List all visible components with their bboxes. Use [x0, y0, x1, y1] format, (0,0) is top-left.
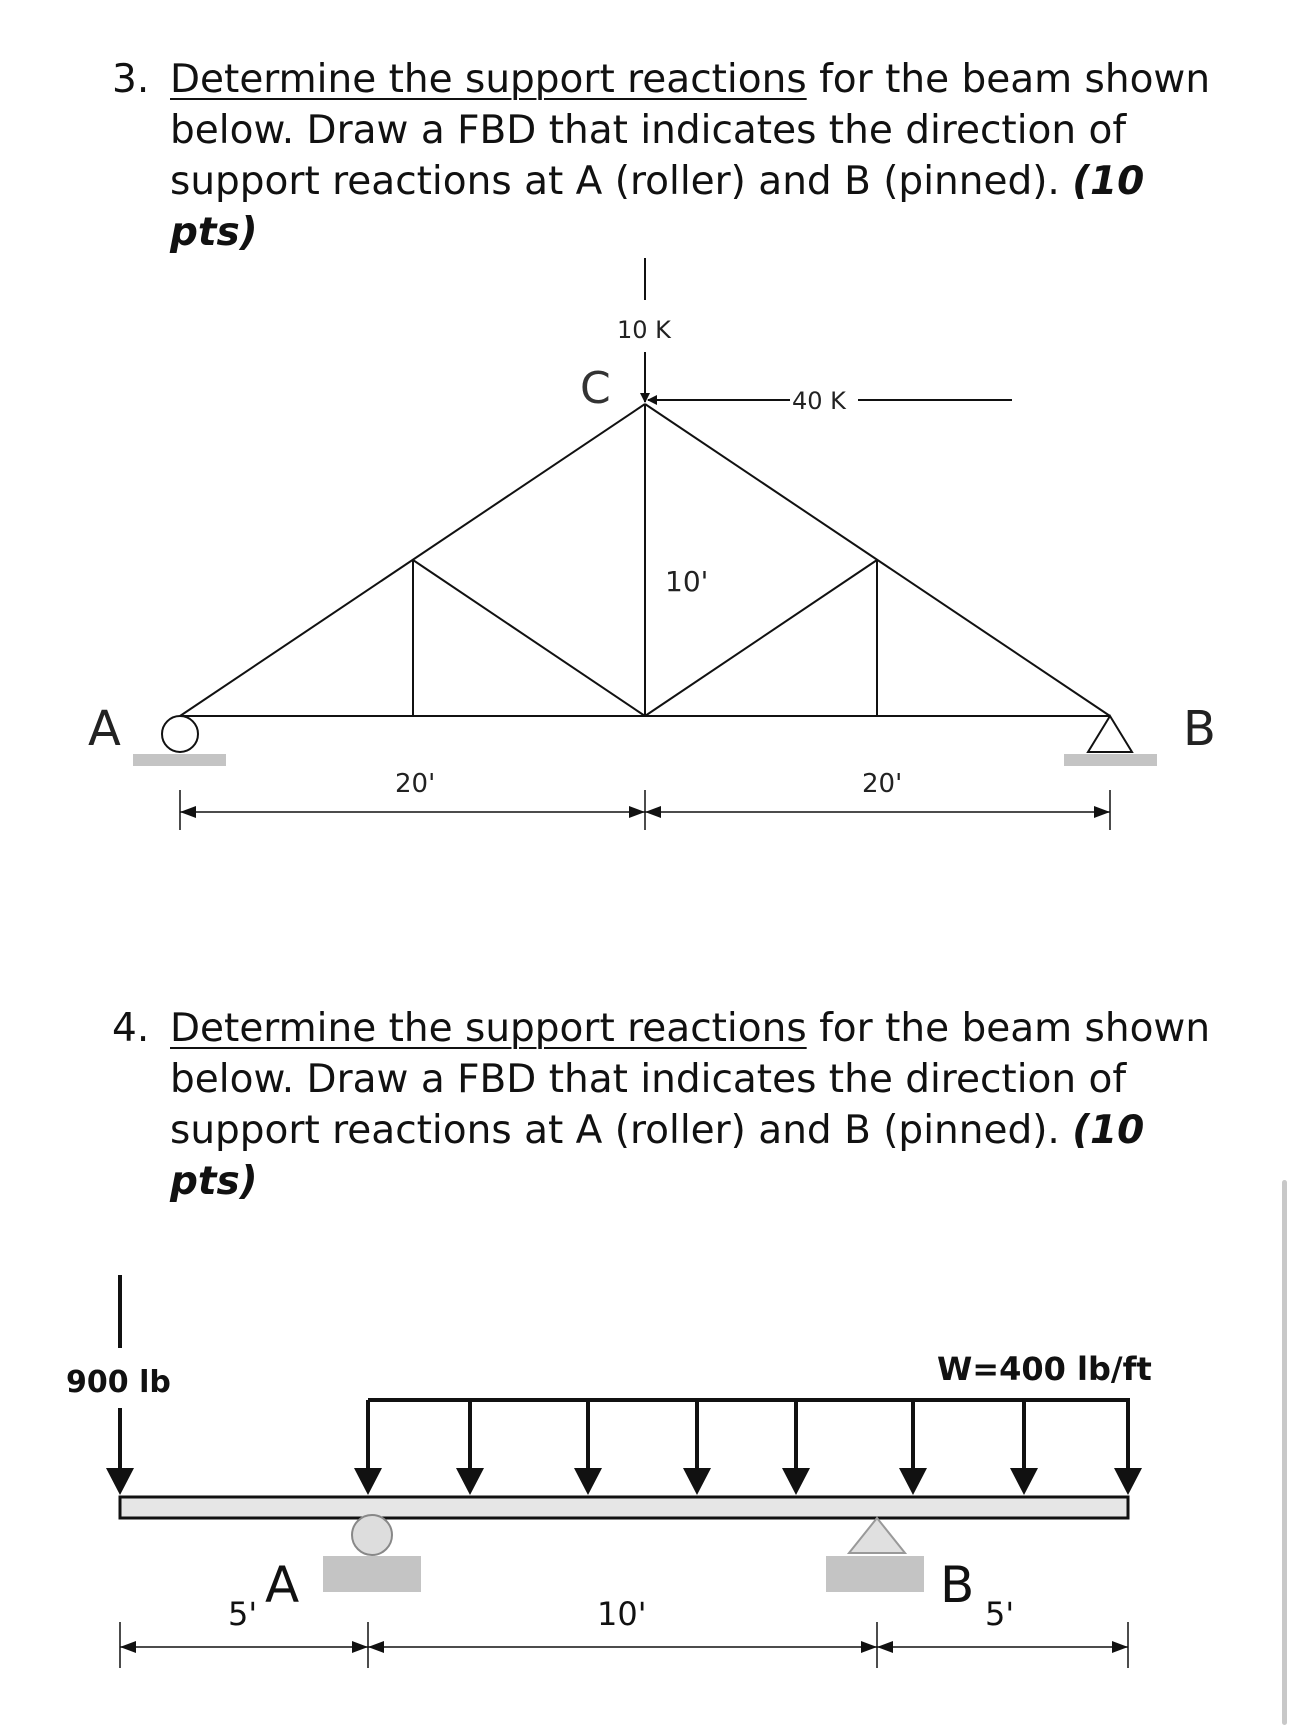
dim-arrow-mid-right [645, 806, 661, 818]
distributed-load-arrows [368, 1400, 1128, 1475]
diagonal-left [413, 560, 645, 716]
problem-number: 3. [112, 57, 150, 102]
roller-icon [352, 1515, 392, 1555]
problem-task-underlined: Determine the support reactions [170, 1006, 807, 1051]
beam-label-a: A [265, 1556, 300, 1614]
height-label: 10' [665, 565, 709, 598]
ground-b [1064, 754, 1157, 766]
pin-triangle-icon [1088, 716, 1132, 752]
load-40k-label: 40 K [792, 387, 846, 415]
problem-number: 4. [112, 1006, 150, 1051]
ground-a [323, 1556, 421, 1592]
distributed-load-arrowheads [354, 1468, 1142, 1495]
problem-4-text [112, 1003, 1242, 1207]
span-left-label: 20' [395, 769, 436, 799]
point-load-arrow [106, 1468, 134, 1495]
load-10k-label: 10 K [617, 316, 671, 344]
span-right-label: 20' [862, 769, 903, 799]
point-load-label: 900 lb [66, 1365, 171, 1400]
dim-arrow-left [180, 806, 196, 818]
pin-triangle-icon [849, 1518, 905, 1553]
problem-points: (10 pts) [170, 159, 1145, 255]
truss-dimension-line [180, 790, 1110, 830]
truss-label-b: B [1183, 701, 1216, 757]
ground-b [826, 1556, 924, 1592]
scrollbar[interactable] [1282, 1180, 1287, 1725]
distributed-load-label: W=400 lb/ft [937, 1350, 1152, 1388]
dim-right-label: 5' [985, 1595, 1015, 1633]
truss-label-c: C [580, 363, 611, 414]
dim-arrow-mid-left [629, 806, 645, 818]
problem-task-underlined: Determine the support reactions [170, 57, 807, 102]
problem-instructions: for the beam shown below. Draw a FBD that indicates the direction of support reactions at A (roller) and B (pinned). [170, 1006, 1211, 1153]
ground-a [133, 754, 226, 766]
dim-middle-label: 10' [597, 1595, 647, 1633]
beam-label-b: B [940, 1556, 975, 1614]
pin-support-b [1064, 716, 1157, 766]
problem-instructions: for the beam shown below. Draw a FBD that indicates the direction of support reactions at A (roller) and B (pinned). [170, 57, 1211, 204]
beam [120, 1497, 1128, 1518]
beam-diagram [0, 1240, 1290, 1730]
roller-support-a [133, 716, 226, 766]
problem-points: (10 pts) [170, 1108, 1145, 1204]
roller-icon [162, 716, 198, 752]
truss-label-a: A [88, 701, 121, 757]
dim-left-label: 5' [228, 1595, 258, 1633]
truss-members [180, 404, 1110, 716]
dim-arrow-right [1094, 806, 1110, 818]
